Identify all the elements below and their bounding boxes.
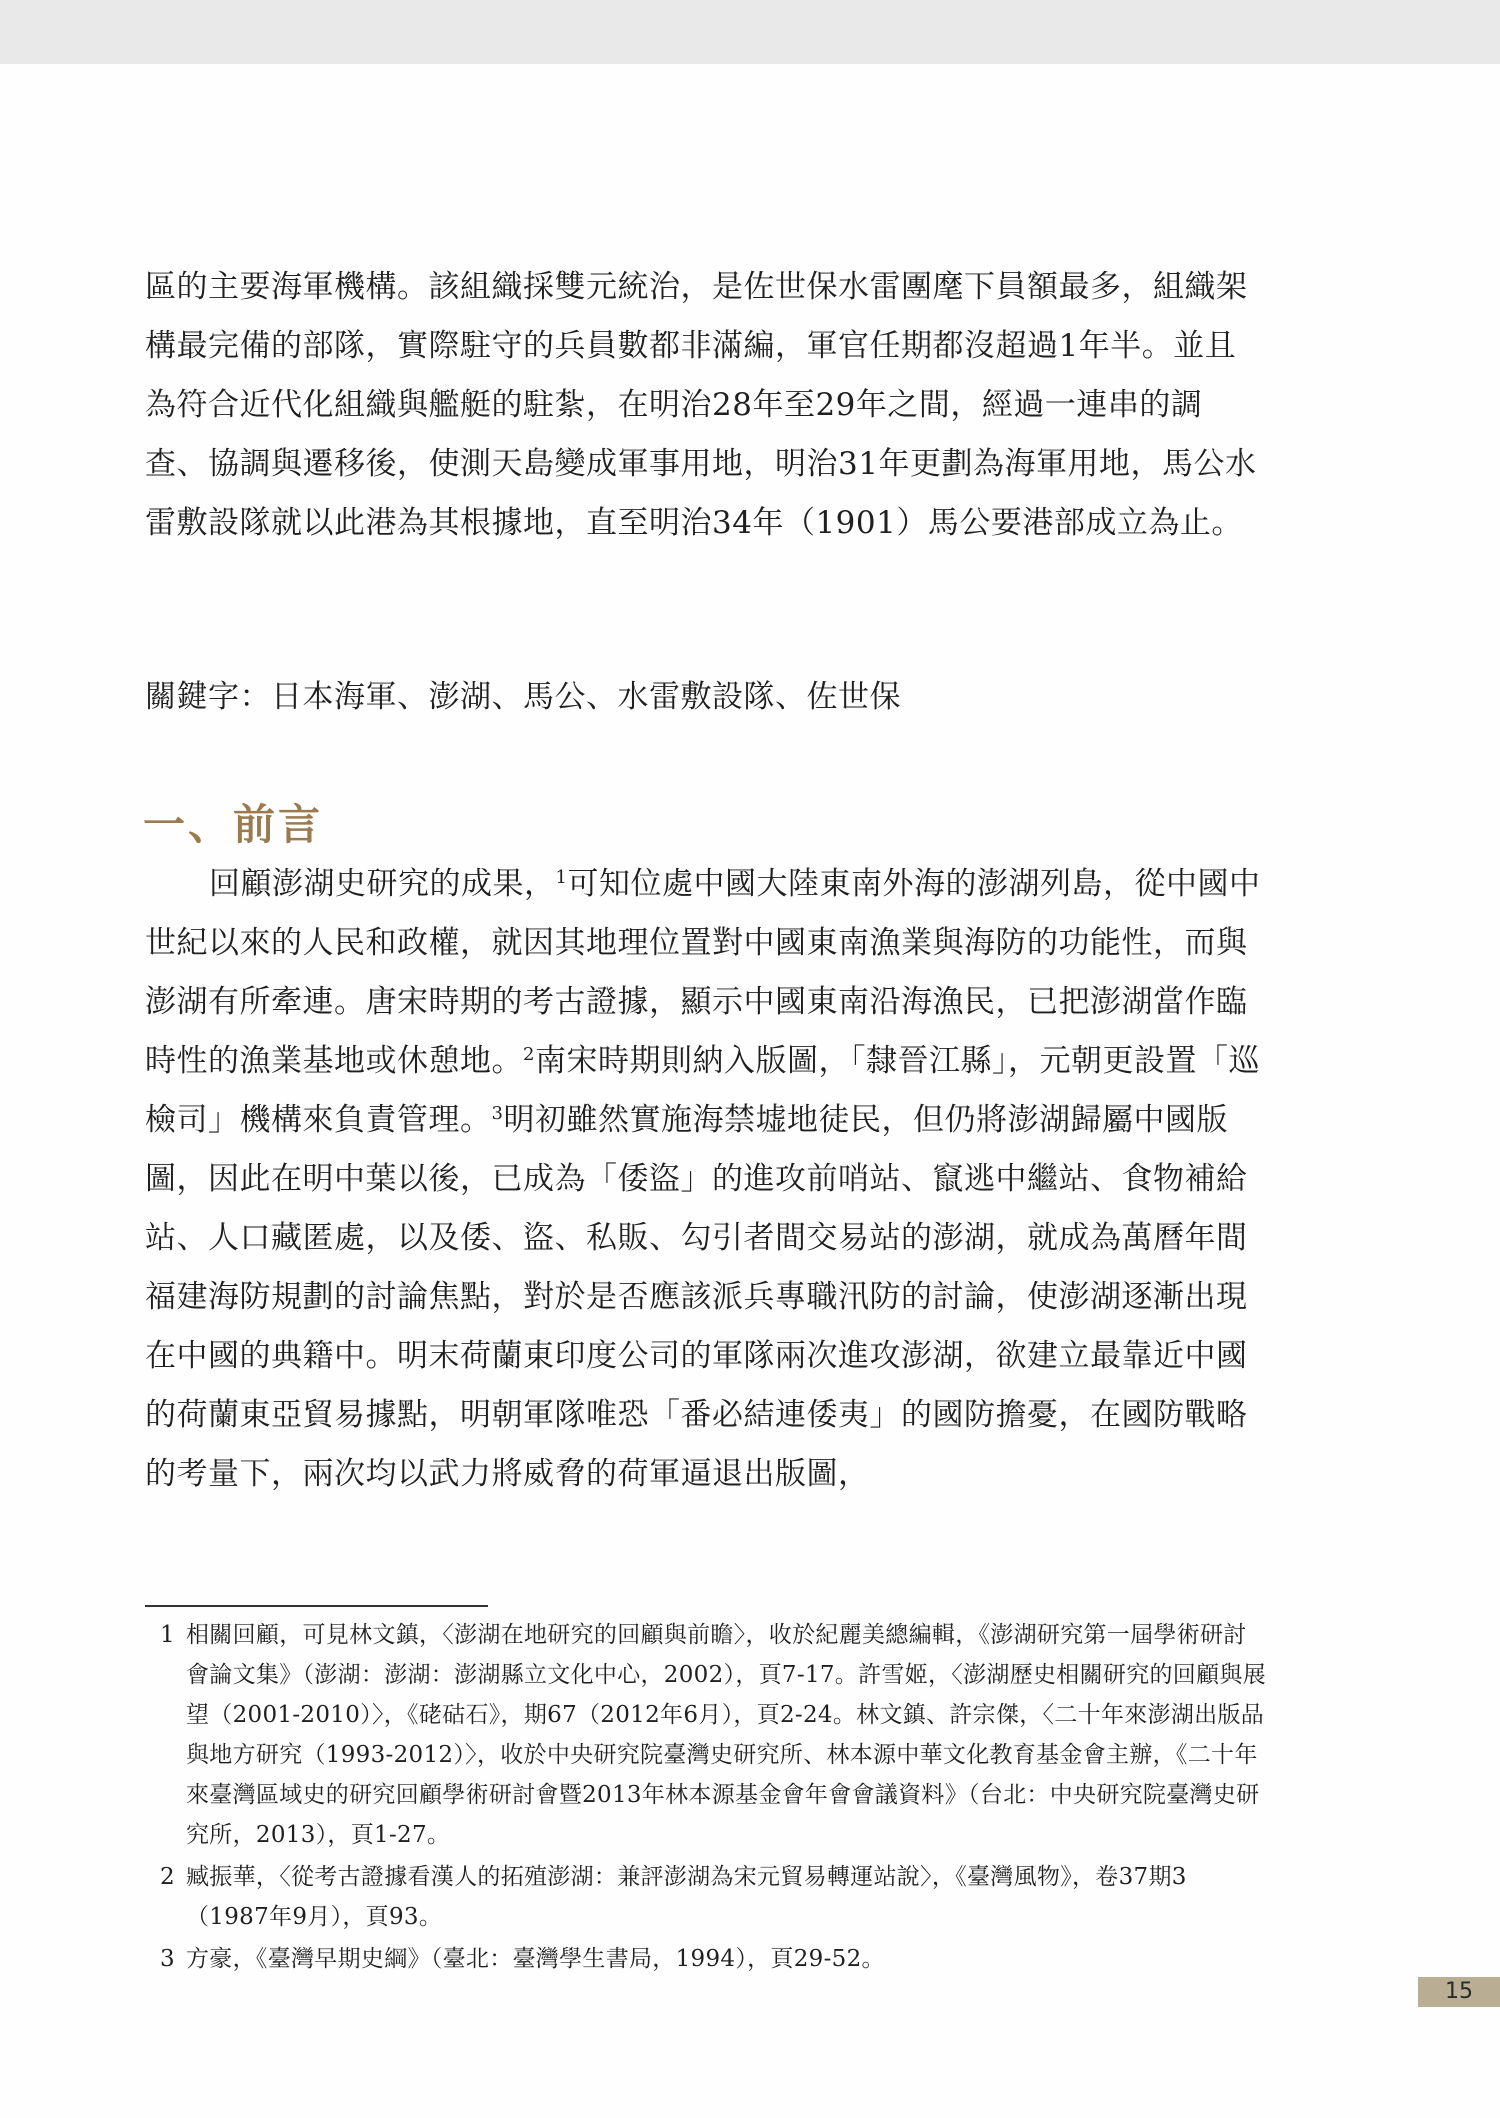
intro-text-1: 回顧澎湖史研究的成果，: [209, 866, 556, 902]
footnote-1: [150, 1615, 1268, 1855]
intro-text-2: 可知位處中國大陸東南外海的澎湖列島，從中國中世紀以來的人民和政權，就因其地理位置對中國東南漁業與海防的功能性，而與澎湖有所牽連。唐宋時期的考古證據，顯示中國東南沿海漁民，已把澎湖當作臨時性的漁業基地或休憩地。: [145, 866, 1261, 1079]
footnote-text: 臧振華，〈從考古證據看漢人的拓殖澎湖：兼評澎湖為宋元貿易轉運站說〉，《臺灣風物》，卷37期3（1987年9月），頁93。: [186, 1864, 1187, 1930]
scan-top-band: [0, 0, 1500, 64]
footnote-ref-3[interactable]: 3: [491, 1103, 504, 1124]
section-heading: 一、前言: [143, 800, 324, 849]
footnote-text: 方豪，《臺灣早期史綱》（臺北：臺灣學生書局，1994），頁29-52。: [186, 1946, 885, 1972]
footnote-text: 相關回顧，可見林文鎮，〈澎湖在地研究的回顧與前瞻〉，收於紀麗美總編輯，《澎湖研究第一屆學術研討會論文集》（澎湖：澎湖：澎湖縣立文化中心，2002），頁7-17。許雪姬，〈澎湖歷史相關研究的回顧與展望（2001-2010）〉，《硓𥑮石》，期67（2012年6月），頁2-24。林文鎮、許宗傑，〈二十年來澎湖出版品與地方研究（1993-2012）〉，收於中央研究院臺灣史研究所、林本源中華文化教育基金會主辦，《二十年來臺灣區域史的研究回顧學術研討會暨2013年林本源基金會年會會議資料》（台北：中央研究院臺灣史研究所，2013），頁1-27。: [186, 1622, 1267, 1848]
footnote-number: 2: [160, 1864, 175, 1890]
intro-paragraph: [145, 855, 1265, 1504]
intro-text-4: 明初雖然實施海禁墟地徒民，但仍將澎湖歸屬中國版圖，因此在明中葉以後，已成為「倭盜」的進攻前哨站、竄逃中繼站、食物補給站、人口藏匿處，以及倭、盜、私販、勾引者間交易站的澎湖，就成為萬曆年間福建海防規劃的討論焦點，對於是否應該派兵專職汛防的討論，使澎湖逐漸出現在中國的典籍中。明末荷蘭東印度公司的軍隊兩次進攻澎湖，欲建立最靠近中國的荷蘭東亞貿易據點，明朝軍隊唯恐「番必結連倭夷」的國防擔憂，在國防戰略的考量下，兩次均以武力將威脅的荷軍逼退出版圖，: [145, 1102, 1248, 1492]
footnotes: [150, 1615, 1268, 1981]
footnote-divider: [145, 1605, 488, 1607]
abstract-continuation: [145, 258, 1265, 553]
footnote-number: 1: [160, 1622, 175, 1648]
introduction-section: [145, 855, 1265, 1504]
footnote-ref-2[interactable]: 2: [523, 1044, 535, 1065]
page-number: 15: [1418, 1977, 1500, 2007]
intro-text-3: 南宋時期則納入版圖，「隸晉江縣」，元朝更設置「巡檢司」機構來負責管理。: [145, 1043, 1260, 1138]
keywords-block: [145, 668, 1265, 727]
footnote-number: 3: [160, 1946, 175, 1972]
footnote-2: [150, 1857, 1268, 1937]
keywords-line: 關鍵字：日本海軍、澎湖、馬公、水雷敷設隊、佐世保: [145, 679, 901, 715]
abstract-paragraph: 區的主要海軍機構。該組織採雙元統治，是佐世保水雷團麾下員額最多，組織架構最完備的部隊，實際駐守的兵員數都非滿編，軍官任期都沒超過1年半。並且為符合近代化組織與艦艇的駐紮，在明治28年至29年之間，經過一連串的調查、協調與遷移後，使測天島變成軍事用地，明治31年更劃為海軍用地，馬公水雷敷設隊就以此港為其根據地，直至明治34年（1901）馬公要港部成立為止。: [145, 269, 1257, 541]
footnote-ref-1[interactable]: 1: [555, 867, 568, 888]
footnote-3: [150, 1939, 1268, 1979]
